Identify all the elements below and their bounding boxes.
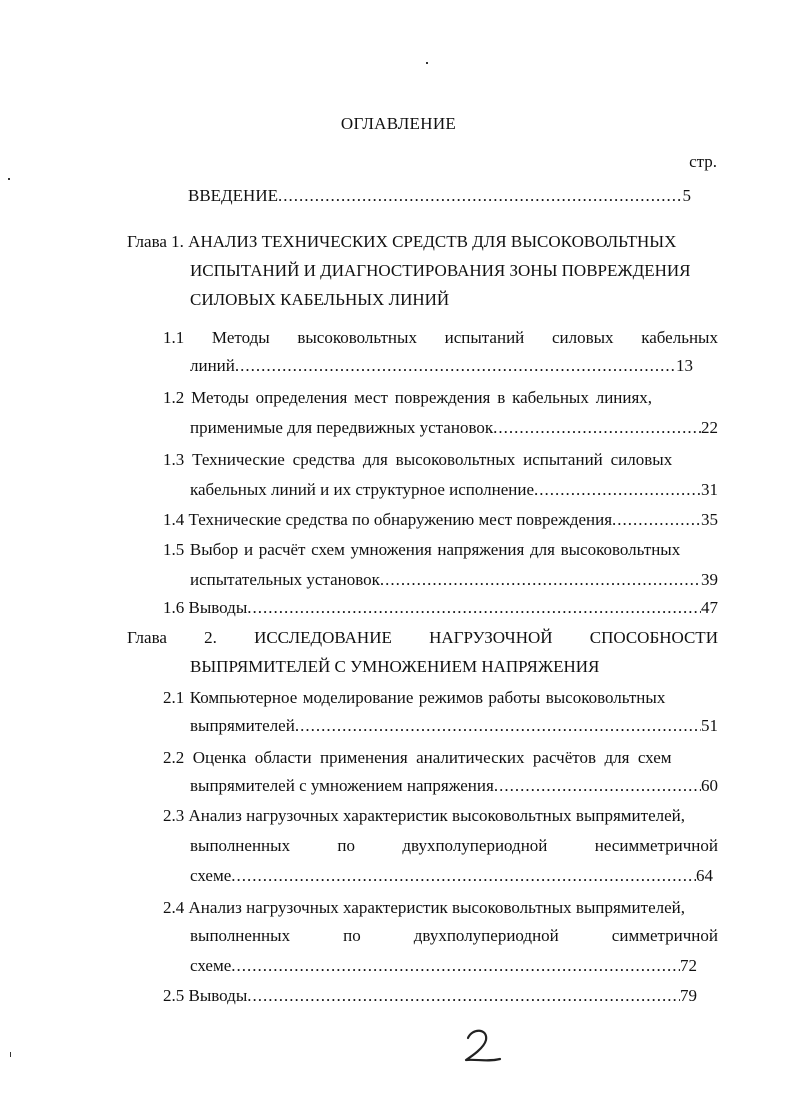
toc-entry-2-3-cont[interactable] <box>190 866 713 888</box>
leader-dots <box>494 776 701 796</box>
entry-label: 1.4 Технические средства по обнаружению мест повреждения <box>163 510 613 529</box>
chapter1-heading-line1[interactable]: Глава 1. АНАЛИЗ ТЕХНИЧЕСКИХ СРЕДСТВ ДЛЯ ВЫСОКОВОЛЬТНЫХ <box>127 232 677 251</box>
leader-dots <box>231 866 696 886</box>
entry-page: 72 <box>680 956 697 975</box>
word: по <box>343 926 361 945</box>
word: Глава <box>127 628 167 647</box>
toc-entry-2-2[interactable]: 2.2 Оценка области применения аналитических расчётов для схем <box>163 748 672 767</box>
entry-label: 1.6 Выводы <box>163 598 248 617</box>
entry-label: 2.5 Выводы <box>163 986 248 1005</box>
toc-entry-1-3-cont[interactable] <box>190 480 718 502</box>
word: высоковольтных <box>297 328 417 347</box>
handwritten-page-number <box>458 1026 506 1066</box>
word: по <box>337 836 356 855</box>
toc-entry-2-2-cont[interactable] <box>190 776 718 798</box>
toc-entry-2-3[interactable]: 2.3 Анализ нагрузочных характеристик высоковольтных выпрямителей, <box>163 806 685 825</box>
word: симметричной <box>611 926 718 945</box>
entry-page: 47 <box>701 598 718 617</box>
chapter2-heading-line2: ВЫПРЯМИТЕЛЕЙ С УМНОЖЕНИЕМ НАПРЯЖЕНИЯ <box>190 657 600 676</box>
entry-page: 13 <box>676 356 693 375</box>
scan-mark-left <box>8 178 10 180</box>
page-column-label: стр. <box>689 152 717 171</box>
entry-page: 5 <box>682 186 691 205</box>
toc-entry-1-5-cont[interactable] <box>190 570 718 592</box>
word: 1.1 <box>163 328 185 347</box>
toc-entry-1-4[interactable] <box>163 510 718 532</box>
entry-label: схеме <box>190 956 232 975</box>
leader-dots <box>278 186 683 206</box>
word: 2. <box>204 628 217 647</box>
entry-label: применимые для передвижных установок <box>190 418 494 437</box>
leader-dots <box>534 480 701 500</box>
entry-page: 39 <box>701 570 718 589</box>
toc-entry-2-3-line2 <box>190 836 718 858</box>
entry-page: 22 <box>701 418 718 437</box>
toc-entry-1-3[interactable]: 1.3 Технические средства для высоковольтных испытаний силовых <box>163 450 673 469</box>
leader-dots <box>235 356 676 376</box>
toc-entry-2-1-cont[interactable] <box>190 716 718 738</box>
toc-entry-1-2-cont[interactable] <box>190 418 718 440</box>
word: силовых <box>551 328 614 347</box>
word: НАГРУЗОЧНОЙ <box>429 628 553 647</box>
leader-dots <box>380 570 701 590</box>
scan-mark-bottom <box>10 1052 11 1057</box>
leader-dots <box>247 598 701 618</box>
page-title: ОГЛАВЛЕНИЕ <box>340 114 457 133</box>
entry-page: 51 <box>701 716 718 735</box>
entry-label: кабельных линий и их структурное исполнение <box>190 480 535 499</box>
toc-entry-1-5[interactable]: 1.5 Выбор и расчёт схем умножения напряжения для высоковольтных <box>163 540 681 559</box>
word: ИССЛЕДОВАНИЕ <box>254 628 392 647</box>
toc-entry-intro[interactable] <box>188 186 691 208</box>
leader-dots <box>295 716 701 736</box>
entry-page: 60 <box>701 776 718 795</box>
entry-label: ВВЕДЕНИЕ <box>188 186 278 205</box>
word: несимметричной <box>594 836 718 855</box>
entry-label: выпрямителей <box>190 716 295 735</box>
toc-entry-1-1-cont[interactable] <box>190 356 693 378</box>
scan-mark-top <box>426 62 428 64</box>
toc-entry-2-1[interactable]: 2.1 Компьютерное моделирование режимов работы высоковольтных <box>163 688 666 707</box>
entry-label: выпрямителей с умножением напряжения <box>190 776 494 795</box>
entry-page: 79 <box>680 986 697 1005</box>
entry-label: схеме <box>190 866 232 885</box>
leader-dots <box>231 956 680 976</box>
word: Методы <box>211 328 270 347</box>
toc-entry-2-5[interactable] <box>163 986 697 1008</box>
chapter1-heading-line3: СИЛОВЫХ КАБЕЛЬНЫХ ЛИНИЙ <box>190 290 450 309</box>
entry-label: испытательных установок <box>190 570 380 589</box>
toc-entry-1-1[interactable] <box>163 328 718 350</box>
entry-label: линий <box>190 356 235 375</box>
toc-entry-2-4[interactable]: 2.4 Анализ нагрузочных характеристик высоковольтных выпрямителей, <box>163 898 685 917</box>
word: кабельных <box>641 328 718 347</box>
word: двухполупериодной <box>402 836 548 855</box>
word: выполненных <box>190 836 291 855</box>
toc-entry-2-4-line2 <box>190 926 718 948</box>
toc-entry-1-2[interactable]: 1.2 Методы определения мест повреждения в кабельных линиях, <box>163 388 653 407</box>
word: испытаний <box>444 328 525 347</box>
entry-page: 64 <box>696 866 713 885</box>
leader-dots <box>612 510 701 530</box>
leader-dots <box>247 986 680 1006</box>
word: двухполупериодной <box>413 926 559 945</box>
entry-page: 35 <box>701 510 718 529</box>
entry-page: 31 <box>701 480 718 499</box>
word: СПОСОБНОСТИ <box>589 628 718 647</box>
chapter2-heading-line1[interactable] <box>127 628 718 650</box>
chapter1-heading-line2: ИСПЫТАНИЙ И ДИАГНОСТИРОВАНИЯ ЗОНЫ ПОВРЕЖДЕНИЯ <box>190 261 691 280</box>
leader-dots <box>493 418 701 438</box>
toc-entry-1-6[interactable] <box>163 598 718 620</box>
word: выполненных <box>190 926 291 945</box>
toc-entry-2-4-cont[interactable] <box>190 956 697 978</box>
